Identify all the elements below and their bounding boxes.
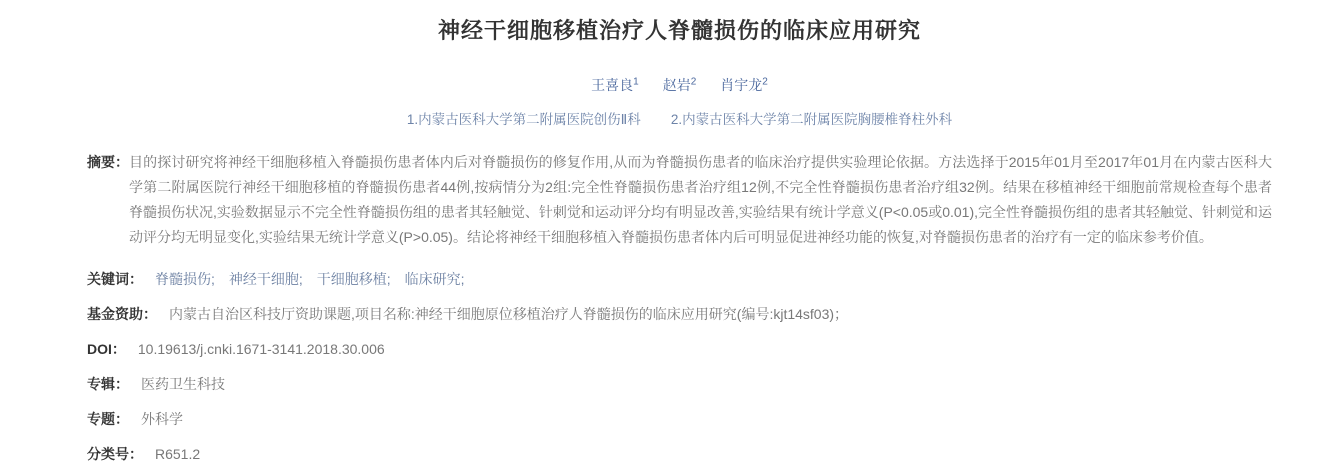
fund-value: 内蒙古自治区科技厅资助课题,项目名称:神经干细胞原位移植治疗人脊髓损伤的临床应用研究(编号:kjt14sf03)； [169,306,849,322]
keywords-section [87,268,1272,290]
affiliation-link[interactable]: 1.内蒙古医科大学第二附属医院创伤Ⅱ科 [406,112,641,127]
abstract-text: 目的探讨研究将神经干细胞移植入脊髓损伤患者体内后对脊髓损伤的修复作用,从而为脊髓损伤患者的临床治疗提供实验理论依据。方法选择于2015年01月至2017年01月在内蒙古医科大学第二附属医院行神经干细胞移植的脊髓损伤患者44例,按病情分为2组:完全性脊髓损伤患者治疗组12例,不完全性脊髓损伤患者治疗组32例。结果在移植神经干细胞前常规检查每个患者脊髓损伤状况,实验数据显示不完全性脊髓损伤组的患者其轻触觉、针刺觉和运动评分均有明显改善,实验结果有统计学意义(P<0.05或0.01),完全性脊髓损伤组的患者其轻触觉、针刺觉和运动评分均无明显变化,实验结果无统计学意义(P>0.05)。结论将神经干细胞移植入脊髓损伤患者体内后可明显促进神经功能的恢复,对脊髓损伤患者的治疗有一定的临床参考价值。 [129,154,1272,245]
clc-value: R651.2 [155,446,201,462]
clc-section [87,443,1272,465]
clc-label: 分类号： [87,446,143,462]
keywords-label: 关键词： [87,271,143,287]
author-link[interactable] [663,75,697,95]
affiliation-list [87,108,1272,128]
doi-section [87,338,1272,360]
author-affiliation-sup: 2 [762,76,768,88]
abstract-label: 摘要： [87,154,129,170]
keyword-list [155,268,465,290]
keyword-link[interactable]: 脊髓损伤; [155,271,215,287]
topic-label: 专题： [87,411,129,427]
author-name: 肖宇龙 [720,77,763,93]
fund-section [87,303,1272,325]
fund-label: 基金资助： [87,306,157,322]
album-label: 专辑： [87,376,129,392]
album-section [87,373,1272,395]
topic-section [87,408,1272,430]
author-name: 王喜良 [591,77,634,93]
author-list [87,75,1272,95]
doi-label: DOI： [87,341,126,357]
page-title: 神经干细胞移植治疗人脊髓损伤的临床应用研究 [437,18,921,43]
author-name: 赵岩 [662,77,691,93]
keyword-link[interactable]: 临床研究; [404,271,465,287]
album-value: 医药卫生科技 [141,376,225,392]
topic-value: 外科学 [141,411,183,427]
abstract-section [87,150,1272,250]
affiliation-link[interactable]: 2.内蒙古医科大学第二附属医院胸腰椎脊柱外科 [670,112,953,127]
author-link[interactable] [720,75,768,95]
keyword-link[interactable]: 神经干细胞; [228,271,303,287]
author-link[interactable] [591,75,639,95]
author-affiliation-sup: 1 [633,76,639,88]
author-affiliation-sup: 2 [690,76,697,88]
doi-value: 10.19613/j.cnki.1671-3141.2018.30.006 [137,341,385,357]
keyword-link[interactable]: 干细胞移植; [316,271,391,287]
